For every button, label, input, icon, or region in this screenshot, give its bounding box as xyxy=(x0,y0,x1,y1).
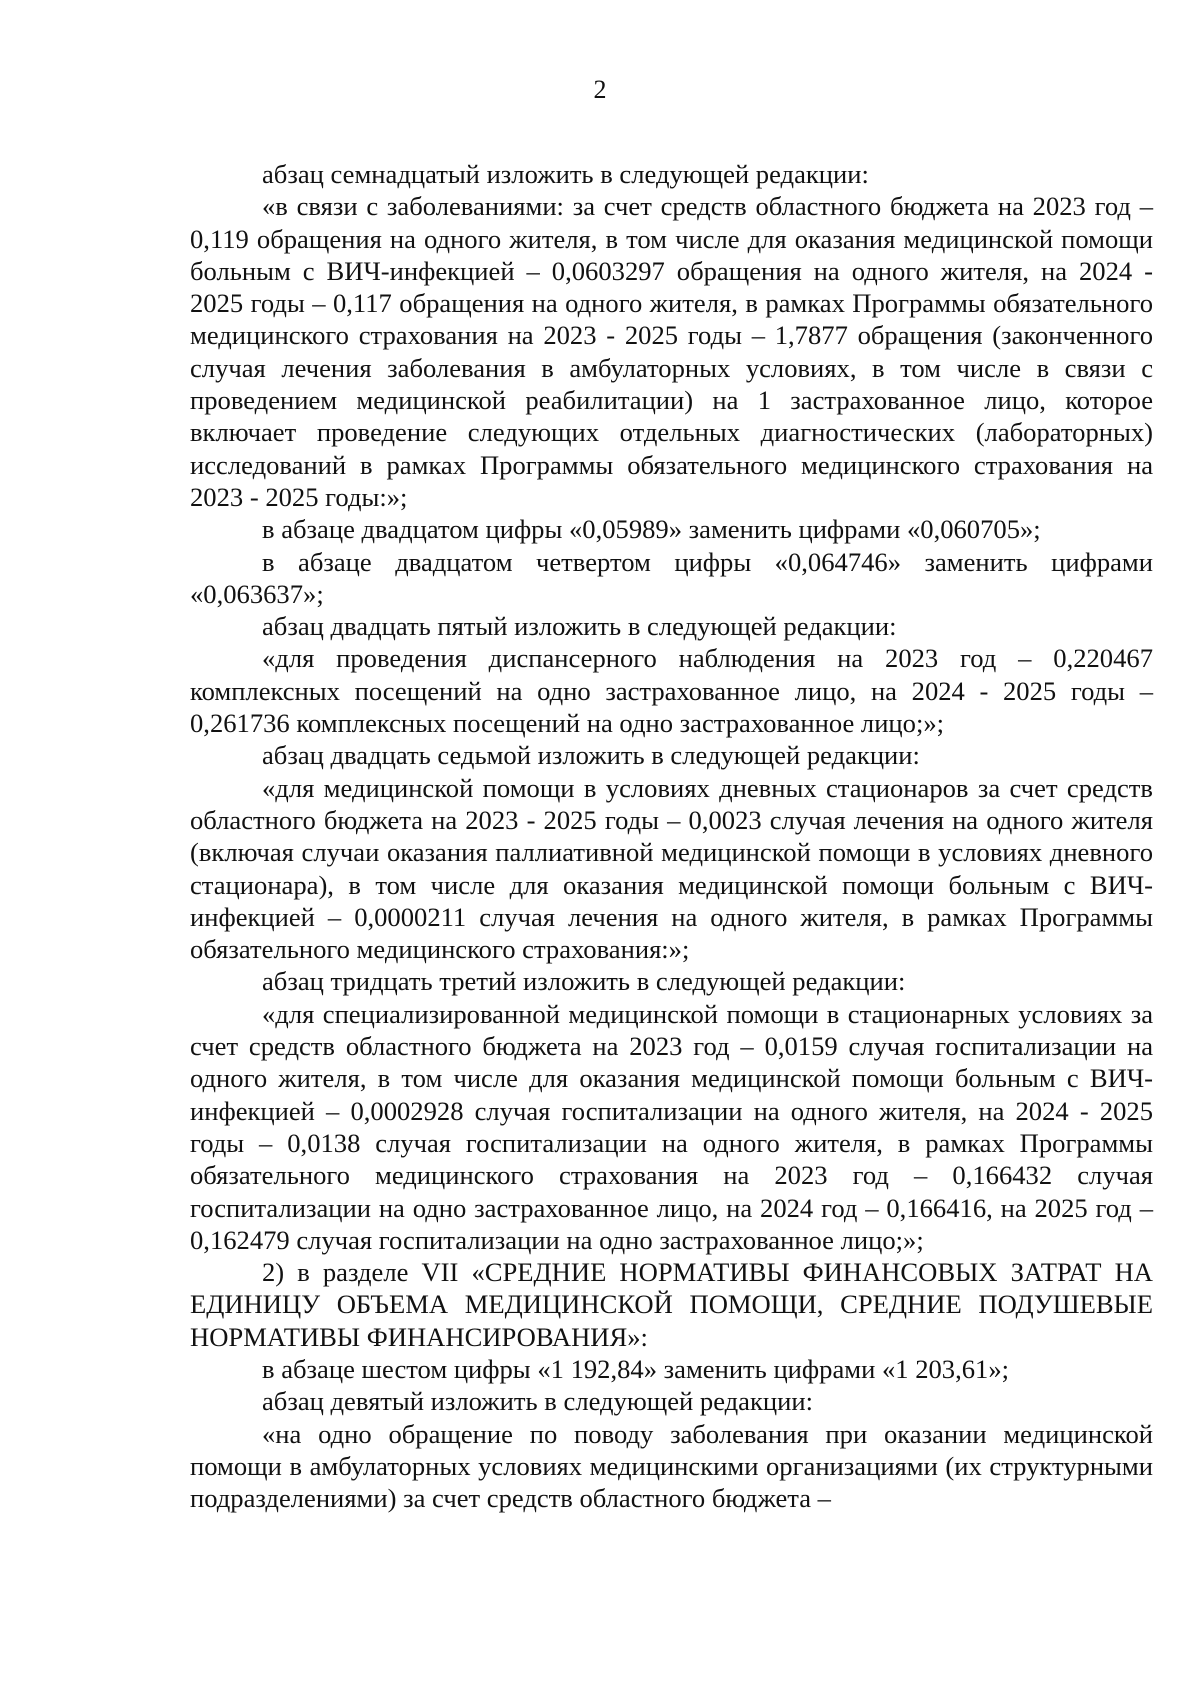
paragraph-10: «для специализированной медицинской помощи в стационарных условиях за счет средств областного бюджета на 2023 год – 0,0159 случая госпитализации на одного жителя, в том числе для оказания медицинской помощи больным с ВИЧ-инфекцией – 0,0002928 случая госпитализации на одного жителя, на 2024 - 2025 годы – 0,0138 случая госпитализации на одного жителя, в рамках Программы обязательного медицинского страхования на 2023 год – 0,166432 случая госпитализации на одно застрахованное лицо, на 2024 год – 0,166416, на 2025 год – 0,162479 случая госпитализации на одно застрахованное лицо;»; xyxy=(190,998,1153,1255)
paragraph-12: в абзаце шестом цифры «1 192,84» заменить цифрами «1 203,61»; xyxy=(262,1353,1010,1384)
paragraph-7: абзац двадцать седьмой изложить в следующей редакции: xyxy=(262,740,920,771)
paragraph-5: абзац двадцать пятый изложить в следующей редакции: xyxy=(262,611,897,642)
paragraph-14: «на одно обращение по поводу заболевания при оказании медицинской помощи в амбулаторных условиях медицинскими организациями (их структурными подразделениями) за счет средств областного бюджета – xyxy=(190,1418,1153,1514)
paragraph-9: абзац тридцать третий изложить в следующей редакции: xyxy=(262,966,906,997)
paragraph-2: «в связи с заболеваниями: за счет средств областного бюджета на 2023 год – 0,119 обращения на одного жителя, в том числе для оказания медицинской помощи больным с ВИЧ-инфекцией – 0,0603297 обращения на одного жителя, на 2024 - 2025 годы – 0,117 обращения на одного жителя, в рамках Программы обязательного медицинского страхования на 2023 - 2025 годы – 1,7877 обращения (законченного случая лечения заболевания в амбулаторных условиях, в том числе в связи с проведением медицинской реабилитации) на 1 застрахованное лицо, которое включает проведение следующих отдельных диагностических (лабораторных) исследований в рамках Программы обязательного медицинского страхования на 2023 - 2025 годы:»; xyxy=(190,191,1153,512)
paragraph-1: абзац семнадцатый изложить в следующей редакции: xyxy=(262,159,869,189)
paragraph-6: «для проведения диспансерного наблюдения на 2023 год – 0,220467 комплексных посещений на одно застрахованное лицо, на 2024 - 2025 годы – 0,261736 комплексных посещений на одно застрахованное лицо;»; xyxy=(190,643,1153,739)
paragraph-13: абзац девятый изложить в следующей редакции: xyxy=(262,1386,813,1417)
document-body xyxy=(190,158,1153,1514)
paragraph-4: в абзаце двадцатом четвертом цифры «0,064746» заменить цифрами «0,063637»; xyxy=(190,546,1153,609)
page-number: 2 xyxy=(593,75,607,104)
paragraph-8: «для медицинской помощи в условиях дневных стационаров за счет средств областного бюджета на 2023 - 2025 годы – 0,0023 случая лечения на одного жителя (включая случаи оказания паллиативной медицинской помощи в условиях дневного стационара), в том числе для оказания медицинской помощи больным с ВИЧ-инфекцией – 0,0000211 случая лечения на одного жителя, в рамках Программы обязательного медицинского страхования:»; xyxy=(190,772,1153,965)
paragraph-11-section-heading: 2) в разделе VII «СРЕДНИЕ НОРМАТИВЫ ФИНАНСОВЫХ ЗАТРАТ НА ЕДИНИЦУ ОБЪЕМА МЕДИЦИНСКОЙ ПОМОЩИ, СРЕДНИЕ ПОДУШЕВЫЕ НОРМАТИВЫ ФИНАНСИРОВАНИЯ»: xyxy=(190,1257,1153,1352)
paragraph-3: в абзаце двадцатом цифры «0,05989» заменить цифрами «0,060705»; xyxy=(262,514,1041,545)
